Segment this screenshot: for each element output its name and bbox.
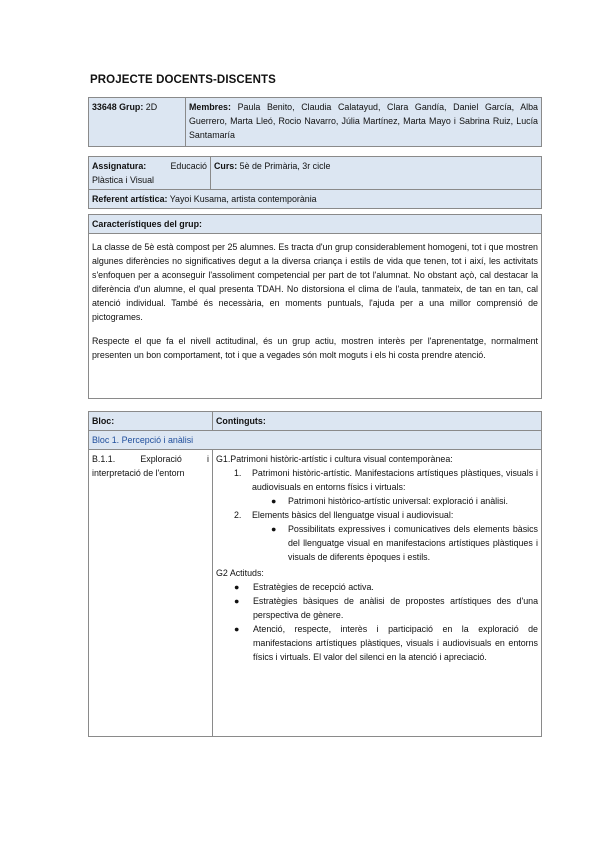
g2-title: G2 Actituds: [216,568,264,578]
g1-subitem [216,494,538,508]
col-continguts-header [213,412,542,431]
members-cell [186,98,542,147]
g2-item-text: Estratègies bàsiques de anàlisi de propostes artístiques des d'una perspectiva de gènere. [253,596,538,620]
g1-item-number: 2. [234,510,242,520]
bullet-icon: ● [234,582,240,592]
bullet-icon: ● [234,624,240,634]
g1-item [216,508,538,522]
g1-title: G1.Patrimoni històric-artístic i cultura visual contemporànea: [216,454,453,464]
group-cell [89,98,186,147]
members-label: Membres: [189,102,231,112]
grup-label: Grup: [119,102,144,112]
curs-label: Curs: [214,161,238,171]
bullet-icon: ● [271,524,277,534]
document-title: PROJECTE DOCENTS-DISCENTS [90,74,276,86]
referent-cell [89,190,542,209]
bullet-icon: ● [271,496,277,506]
bloc-title-cell [89,431,542,450]
col-continguts-label: Continguts: [216,416,266,426]
col-bloc-label: Bloc: [92,416,115,426]
subject-table [88,156,542,209]
assignatura-value: Educació Plàstica i Visual [92,161,207,185]
characteristics-p1: La classe de 5è està compost per 25 alumnes. Es tracta d'un grup considerablement homogeni, tot i que mostren algunes diferències no significatives degut a la diversa criança i estils de vida que tenen, tot i així, les activitats s'enfoquen per a aconseguir l'assoliment competencial per part de tot l'alumnat. No obstant açò, cal destacar la diferència d'un alumne, el qual presenta TDAH. No distorsiona el clima de l'aula, tanmateix, de tan en tan, cal atenció individual. També és necessària, en moments puntuals, l'ajuda per a una millor comprensió de pictogrames. [92,242,538,322]
characteristics-table [88,214,542,399]
grup-value: 2D [145,102,158,112]
curriculum-table [88,411,542,737]
g2-item-text: Estratègies de recepció activa. [253,582,374,592]
bullet-icon: ● [234,596,240,606]
col-bloc-header [89,412,213,431]
g2-item [216,622,538,664]
group-code: 33648 [92,102,117,112]
characteristics-body [89,234,542,399]
bloc-title: Bloc 1. Percepció i anàlisi [92,435,194,445]
contents-cell [213,450,542,737]
characteristics-p2: Respecte el que fa el nivell actitudinal, és un grup actiu, mostren interès per l'aprenentatge, normalment presenten un bon comportament, tot i que a vegades són molt moguts i els hi costa prendre atenció. [92,336,538,360]
referent-label: Referent artística: [92,194,168,204]
members-value: Paula Benito, Claudia Calatayud, Clara Gandía, Daniel García, Alba Guerrero, Marta Lleó, Rocio Navarro, Júlia Martínez, Marta Mayo i Sabrina Ruiz, Lucía Santamaría [189,102,538,140]
g1-subitem-text: Possibilitats expressives i comunicatives dels elements bàsics del llenguatge visual en manifestacions artístiques plàstiques i visuals de diferents èpoques i estils. [288,524,538,562]
characteristics-heading-cell [89,215,542,234]
curs-value: 5è de Primària, 3r cicle [239,161,331,171]
referent-value: Yayoi Kusama, artista contemporània [169,194,317,204]
g1-subitem [216,522,538,564]
criterion-text: B.1.1. Exploració i interpretació de l'entorn [92,454,209,478]
assignatura-cell [89,157,211,190]
curs-cell [211,157,542,190]
g2-item-text: Atenció, respecte, interès i participació en la exploració de manifestacions artístiques plàstiques, visuals i audiovisuals en entorns físics i virtuals. El valor del silenci en la atenció i apreciació. [253,624,538,662]
g2-item [216,580,538,594]
g1-item [216,466,538,494]
g1-item-number: 1. [234,468,242,478]
g1-subitem-text: Patrimoni històrico-artístic universal: exploració i anàlisi. [288,496,508,506]
assignatura-label: Assignatura: [92,161,147,171]
group-table [88,97,542,147]
criterion-cell [89,450,213,737]
characteristics-heading: Característiques del grup: [92,219,202,229]
g1-item-text: Elements bàsics del llenguatge visual i audiovisual: [252,510,454,520]
g2-item [216,594,538,622]
g1-item-text: Patrimoni històric-artístic. Manifestacions artístiques plàstiques, visuals i audiovisuals en entorns físics i virtuals: [252,468,538,492]
